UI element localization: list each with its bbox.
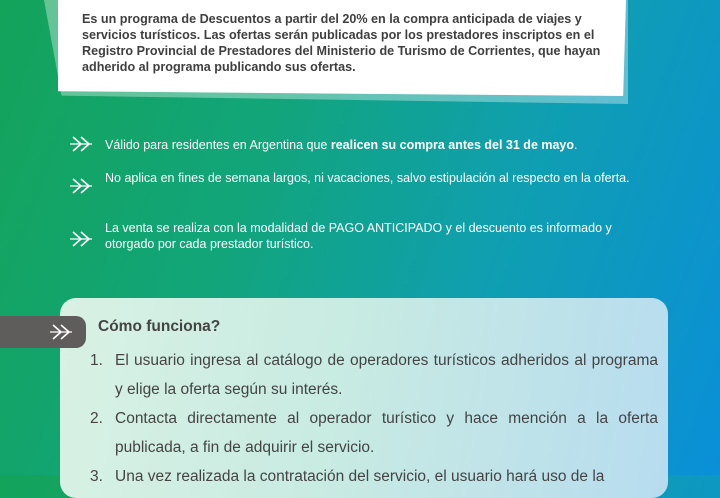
- step-number: 1.: [90, 352, 103, 369]
- how-it-works-title: Cómo funciona?: [98, 318, 221, 335]
- step-text: El usuario ingresa al catálogo de operadores turísticos adheridos al programa y elige la oferta según su interés.: [115, 352, 658, 398]
- step-item: [90, 346, 658, 404]
- intro-text: Es un programa de Descuentos a partir del 20% en la compra anticipada de viajes y servicios turísticos. Las ofertas serán publicadas por los prestadores inscriptos en el Registro Provincial de Prestadores del Ministerio de Turismo de Corrientes, que hayan adherido al programa publicando sus ofertas.: [82, 12, 601, 74]
- step-number: 3.: [90, 468, 103, 485]
- steps-list: [90, 346, 658, 491]
- how-it-works-tab: [0, 316, 86, 348]
- condition-text: Válido para residentes en Argentina que realicen su compra antes del 31 de mayo.: [105, 138, 578, 152]
- condition-text: No aplica en fines de semana largos, ni vacaciones, salvo estipulación al respecto en la oferta.: [105, 171, 630, 185]
- step-item: [90, 462, 658, 491]
- double-chevron-right-icon: [70, 177, 96, 195]
- step-item: [90, 404, 658, 462]
- condition-text: La venta se realiza con la modalidad de PAGO ANTICIPADO y el descuento es informado y otorgado por cada prestador turístico.: [105, 221, 612, 251]
- step-text: Contacta directamente al operador turístico y hace mención a la oferta publicada, a fin de adquirir el servicio.: [115, 410, 658, 456]
- double-chevron-right-icon: [70, 135, 96, 153]
- double-chevron-right-icon: [50, 323, 76, 341]
- step-text: Una vez realizada la contratación del servicio, el usuario hará uso de la: [115, 468, 605, 485]
- step-number: 2.: [90, 410, 103, 427]
- double-chevron-right-icon: [70, 230, 96, 248]
